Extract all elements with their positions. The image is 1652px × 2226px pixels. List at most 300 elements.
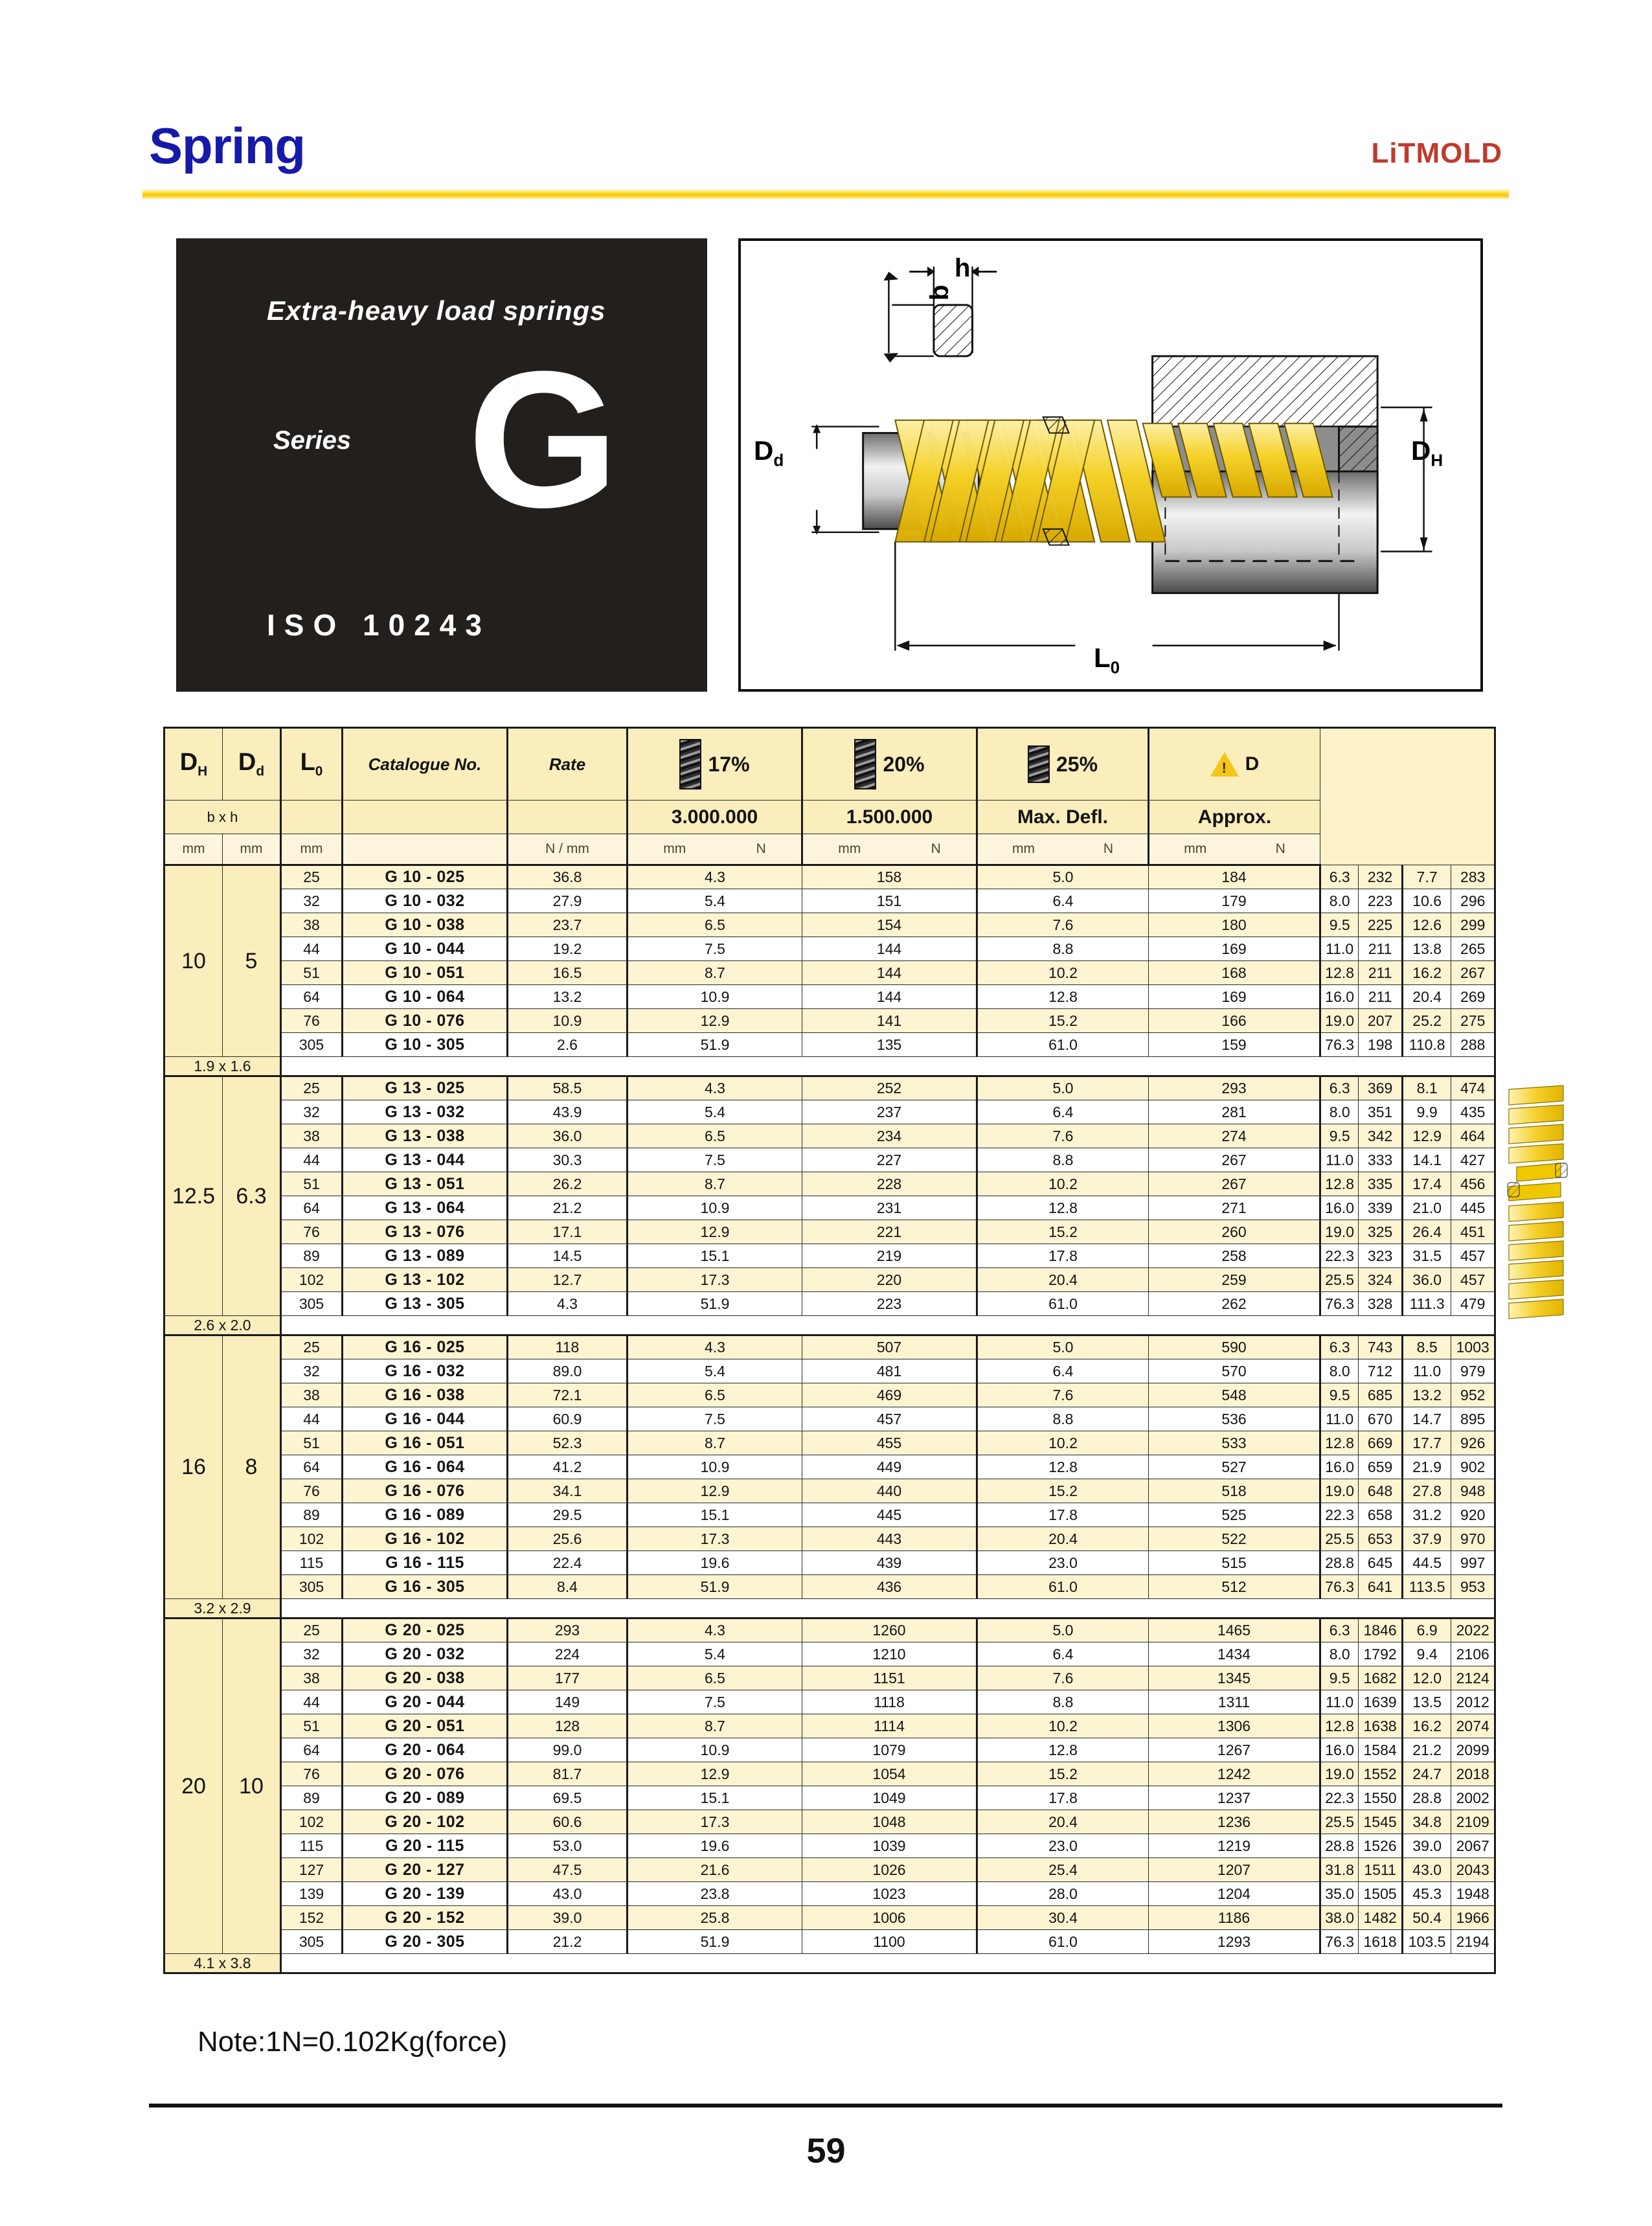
cell-25-mm: 35.0 [1320, 1882, 1359, 1906]
cell-25-n: 1846 [1359, 1618, 1403, 1642]
table-row [164, 1033, 1495, 1057]
cell-rate: 8.4 [508, 1575, 628, 1599]
cell-17-mm: 21.6 [628, 1858, 802, 1882]
cell-catalogue-no: G 13 - 051 [343, 1172, 508, 1196]
cell-l0: 32 [281, 1642, 343, 1666]
cell-17-n: 135 [802, 1033, 977, 1057]
cell-rate: 53.0 [508, 1834, 628, 1858]
cell-17-n: 1151 [802, 1666, 977, 1690]
cell-d-n: 2124 [1451, 1666, 1495, 1690]
cell-d-mm: 10.6 [1402, 889, 1451, 913]
cell-25-mm: 9.5 [1320, 1124, 1359, 1148]
cell-25-n: 658 [1359, 1503, 1403, 1527]
cell-25-mm: 11.0 [1320, 1148, 1359, 1172]
cell-d-mm: 12.0 [1402, 1666, 1451, 1690]
cell-25-mm: 22.3 [1320, 1503, 1359, 1527]
cell-l0: 152 [281, 1906, 343, 1930]
cell-17-n: 221 [802, 1220, 977, 1244]
group-bxh: 2.6 x 2.0 [164, 1316, 281, 1335]
cell-d-mm: 13.8 [1402, 937, 1451, 961]
cell-d-mm: 27.8 [1402, 1479, 1451, 1503]
cell-rate: 41.2 [508, 1455, 628, 1479]
cell-20-mm: 20.4 [977, 1527, 1149, 1551]
group-spacer [281, 1954, 1495, 1973]
cell-25-n: 669 [1359, 1431, 1403, 1455]
cell-25-mm: 11.0 [1320, 1690, 1359, 1714]
cell-catalogue-no: G 13 - 305 [343, 1292, 508, 1316]
cell-d-n: 427 [1451, 1148, 1495, 1172]
cell-catalogue-no: G 10 - 076 [343, 1009, 508, 1033]
cell-25-mm: 19.0 [1320, 1479, 1359, 1503]
cell-20-mm: 15.2 [977, 1220, 1149, 1244]
cell-17-mm: 8.7 [628, 1714, 802, 1738]
cell-rate: 293 [508, 1618, 628, 1642]
cell-l0: 127 [281, 1858, 343, 1882]
cell-17-n: 457 [802, 1407, 977, 1431]
cell-d-n: 2002 [1451, 1786, 1495, 1810]
cell-25-mm: 28.8 [1320, 1834, 1359, 1858]
cell-20-mm: 10.2 [977, 1431, 1149, 1455]
cell-17-n: 144 [802, 937, 977, 961]
cell-17-mm: 23.8 [628, 1882, 802, 1906]
cell-catalogue-no: G 10 - 051 [343, 961, 508, 985]
group-dh: 16 [164, 1335, 223, 1599]
cell-20-n: 168 [1149, 961, 1320, 985]
cell-l0: 102 [281, 1268, 343, 1292]
cell-rate: 29.5 [508, 1503, 628, 1527]
cell-17-mm: 6.5 [628, 913, 802, 937]
cell-20-mm: 7.6 [977, 1666, 1149, 1690]
cell-25-n: 369 [1359, 1076, 1403, 1100]
table-row [164, 1383, 1495, 1407]
cell-20-mm: 5.0 [977, 1335, 1149, 1359]
cell-rate: 58.5 [508, 1076, 628, 1100]
cell-20-n: 525 [1149, 1503, 1320, 1527]
cell-catalogue-no: G 16 - 089 [343, 1503, 508, 1527]
cell-25-mm: 25.5 [1320, 1268, 1359, 1292]
cell-catalogue-no: G 10 - 025 [343, 865, 508, 889]
cell-20-n: 159 [1149, 1033, 1320, 1057]
cell-17-n: 439 [802, 1551, 977, 1575]
cell-25-mm: 16.0 [1320, 1455, 1359, 1479]
cell-25-n: 1792 [1359, 1642, 1403, 1666]
cell-l0: 64 [281, 1196, 343, 1220]
cell-20-mm: 61.0 [977, 1292, 1149, 1316]
cell-17-n: 223 [802, 1292, 977, 1316]
cell-20-n: 267 [1149, 1172, 1320, 1196]
cell-l0: 64 [281, 1738, 343, 1762]
cell-l0: 32 [281, 1100, 343, 1124]
cell-rate: 47.5 [508, 1858, 628, 1882]
cell-20-n: 1219 [1149, 1834, 1320, 1858]
cell-20-n: 522 [1149, 1527, 1320, 1551]
group-bxh-row [164, 1057, 1495, 1076]
table-row [164, 1738, 1495, 1762]
unit-rate: N / mm [508, 834, 628, 865]
header-row-units [164, 834, 1495, 865]
cell-17-mm: 19.6 [628, 1551, 802, 1575]
group-bxh: 4.1 x 3.8 [164, 1954, 281, 1973]
cell-catalogue-no: G 10 - 038 [343, 913, 508, 937]
cell-17-n: 237 [802, 1100, 977, 1124]
cell-rate: 60.9 [508, 1407, 628, 1431]
header-row-symbols [164, 728, 1495, 801]
cell-rate: 72.1 [508, 1383, 628, 1407]
cell-25-n: 351 [1359, 1100, 1403, 1124]
cell-25-mm: 31.8 [1320, 1858, 1359, 1882]
cell-17-n: 220 [802, 1268, 977, 1292]
cell-d-n: 895 [1451, 1407, 1495, 1431]
spring-technical-diagram [738, 238, 1483, 692]
cell-20-n: 1306 [1149, 1714, 1320, 1738]
cell-20-mm: 61.0 [977, 1575, 1149, 1599]
table-header [164, 728, 1495, 865]
cell-catalogue-no: G 10 - 064 [343, 985, 508, 1009]
cell-d-mm: 16.2 [1402, 961, 1451, 985]
unit-l0: mm [281, 834, 343, 865]
cell-17-mm: 12.9 [628, 1762, 802, 1786]
cell-l0: 89 [281, 1244, 343, 1268]
cell-rate: 81.7 [508, 1762, 628, 1786]
cell-17-mm: 6.5 [628, 1383, 802, 1407]
table-row [164, 1762, 1495, 1786]
table-row [164, 1196, 1495, 1220]
cell-25-n: 1526 [1359, 1834, 1403, 1858]
page-header [149, 110, 1502, 227]
header-bxh: b x h [164, 801, 281, 834]
cell-20-mm: 30.4 [977, 1906, 1149, 1930]
cell-rate: 23.7 [508, 913, 628, 937]
cell-d-n: 457 [1451, 1268, 1495, 1292]
group-spacer [281, 1599, 1495, 1618]
cell-20-n: 536 [1149, 1407, 1320, 1431]
cell-catalogue-no: G 10 - 032 [343, 889, 508, 913]
cell-17-n: 141 [802, 1009, 977, 1033]
cell-d-n: 479 [1451, 1292, 1495, 1316]
cell-l0: 38 [281, 1383, 343, 1407]
cell-rate: 2.6 [508, 1033, 628, 1057]
cell-20-n: 1293 [1149, 1930, 1320, 1954]
cell-catalogue-no: G 16 - 032 [343, 1359, 508, 1383]
cell-d-mm: 39.0 [1402, 1834, 1451, 1858]
cell-catalogue-no: G 20 - 025 [343, 1618, 508, 1642]
table-row [164, 1076, 1495, 1100]
group-bxh: 1.9 x 1.6 [164, 1057, 281, 1076]
cell-20-mm: 17.8 [977, 1503, 1149, 1527]
cell-20-mm: 23.0 [977, 1551, 1149, 1575]
cell-l0: 305 [281, 1292, 343, 1316]
cell-17-mm: 5.4 [628, 1359, 802, 1383]
cell-catalogue-no: G 20 - 051 [343, 1714, 508, 1738]
cell-d-mm: 21.9 [1402, 1455, 1451, 1479]
cell-25-n: 1505 [1359, 1882, 1403, 1906]
table-row [164, 1858, 1495, 1882]
cell-20-mm: 6.4 [977, 1359, 1149, 1383]
table-row [164, 961, 1495, 985]
cell-20-n: 527 [1149, 1455, 1320, 1479]
cell-20-n: 1242 [1149, 1762, 1320, 1786]
cell-d-mm: 8.1 [1402, 1076, 1451, 1100]
cell-rate: 30.3 [508, 1148, 628, 1172]
series-label: Series [273, 426, 352, 455]
group-spacer [281, 1316, 1495, 1335]
cell-catalogue-no: G 16 - 305 [343, 1575, 508, 1599]
cell-rate: 69.5 [508, 1786, 628, 1810]
cell-25-n: 328 [1359, 1292, 1403, 1316]
cell-20-mm: 12.8 [977, 1455, 1149, 1479]
table-body [164, 865, 1495, 1973]
cell-25-n: 207 [1359, 1009, 1403, 1033]
cell-20-mm: 7.6 [977, 913, 1149, 937]
dimension-label-b: b [925, 284, 954, 301]
cell-20-n: 267 [1149, 1148, 1320, 1172]
cell-l0: 89 [281, 1786, 343, 1810]
cell-rate: 39.0 [508, 1906, 628, 1930]
cell-d-n: 269 [1451, 985, 1495, 1009]
cell-25-mm: 12.8 [1320, 1714, 1359, 1738]
cell-20-mm: 5.0 [977, 1618, 1149, 1642]
table-row [164, 1009, 1495, 1033]
cell-25-mm: 16.0 [1320, 1196, 1359, 1220]
cell-17-n: 219 [802, 1244, 977, 1268]
header-catalogue-sub [343, 801, 508, 834]
cell-17-n: 1054 [802, 1762, 977, 1786]
cell-d-n: 997 [1451, 1551, 1495, 1575]
cell-l0: 51 [281, 1431, 343, 1455]
cell-17-n: 158 [802, 865, 977, 889]
cell-20-n: 1207 [1149, 1858, 1320, 1882]
group-bxh: 3.2 x 2.9 [164, 1599, 281, 1618]
cell-25-mm: 76.3 [1320, 1575, 1359, 1599]
cell-20-n: 169 [1149, 937, 1320, 961]
footer-divider [149, 2104, 1502, 2107]
cell-d-n: 2043 [1451, 1858, 1495, 1882]
header-17-cycles: 3.000.000 [628, 801, 802, 834]
unit-d: mm N [1149, 834, 1320, 865]
cell-17-n: 1006 [802, 1906, 977, 1930]
cell-rate: 21.2 [508, 1930, 628, 1954]
cell-25-n: 712 [1359, 1359, 1403, 1383]
cell-d-n: 2012 [1451, 1690, 1495, 1714]
cell-20-n: 1267 [1149, 1738, 1320, 1762]
group-dh: 10 [164, 865, 223, 1057]
cell-rate: 99.0 [508, 1738, 628, 1762]
cell-l0: 76 [281, 1479, 343, 1503]
cell-catalogue-no: G 20 - 044 [343, 1690, 508, 1714]
cell-17-n: 1100 [802, 1930, 977, 1954]
cell-20-n: 548 [1149, 1383, 1320, 1407]
cell-20-n: 281 [1149, 1100, 1320, 1124]
dimension-label-dd: $D_d$ [754, 435, 784, 470]
table-row [164, 937, 1495, 961]
cell-rate: 12.7 [508, 1268, 628, 1292]
cell-rate: 10.9 [508, 1009, 628, 1033]
cell-rate: 14.5 [508, 1244, 628, 1268]
header-dh: $D_H$ [164, 728, 223, 801]
cell-17-n: 1023 [802, 1882, 977, 1906]
cell-17-n: 1026 [802, 1858, 977, 1882]
cell-20-n: 259 [1149, 1268, 1320, 1292]
cell-25-mm: 6.3 [1320, 1618, 1359, 1642]
cell-rate: 25.6 [508, 1527, 628, 1551]
cell-d-n: 2109 [1451, 1810, 1495, 1834]
cell-17-mm: 4.3 [628, 1618, 802, 1642]
cell-d-n: 299 [1451, 913, 1495, 937]
cell-l0: 76 [281, 1009, 343, 1033]
cell-17-n: 481 [802, 1359, 977, 1383]
cell-20-mm: 6.4 [977, 1642, 1149, 1666]
cell-d-n: 2067 [1451, 1834, 1495, 1858]
cell-catalogue-no: G 13 - 044 [343, 1148, 508, 1172]
cell-17-mm: 51.9 [628, 1292, 802, 1316]
cell-20-n: 1237 [1149, 1786, 1320, 1810]
cell-catalogue-no: G 13 - 064 [343, 1196, 508, 1220]
cell-17-mm: 17.3 [628, 1527, 802, 1551]
header-20-cycles: 1.500.000 [802, 801, 977, 834]
cell-20-n: 1311 [1149, 1690, 1320, 1714]
table-row [164, 1431, 1495, 1455]
cell-20-n: 512 [1149, 1575, 1320, 1599]
cell-17-n: 469 [802, 1383, 977, 1407]
cell-d-mm: 50.4 [1402, 1906, 1451, 1930]
cell-20-n: 1434 [1149, 1642, 1320, 1666]
header-rate-sub [508, 801, 628, 834]
cell-20-mm: 12.8 [977, 1738, 1149, 1762]
cell-25-mm: 22.3 [1320, 1786, 1359, 1810]
cell-17-mm: 17.3 [628, 1268, 802, 1292]
cell-d-mm: 14.1 [1402, 1148, 1451, 1172]
cell-20-mm: 8.8 [977, 1407, 1149, 1431]
cell-17-mm: 17.3 [628, 1810, 802, 1834]
cell-catalogue-no: G 16 - 076 [343, 1479, 508, 1503]
cell-25-n: 323 [1359, 1244, 1403, 1268]
cell-25-mm: 22.3 [1320, 1244, 1359, 1268]
cell-d-mm: 11.0 [1402, 1359, 1451, 1383]
cell-catalogue-no: G 16 - 115 [343, 1551, 508, 1575]
table-row [164, 865, 1495, 889]
cell-catalogue-no: G 20 - 139 [343, 1882, 508, 1906]
cell-l0: 44 [281, 1148, 343, 1172]
cell-20-mm: 7.6 [977, 1124, 1149, 1148]
cell-20-mm: 6.4 [977, 889, 1149, 913]
unit-20: mm N [802, 834, 977, 865]
cell-17-n: 1049 [802, 1786, 977, 1810]
cell-d-n: 902 [1451, 1455, 1495, 1479]
cell-20-mm: 8.8 [977, 1690, 1149, 1714]
cell-20-mm: 61.0 [977, 1930, 1149, 1954]
cell-d-n: 2018 [1451, 1762, 1495, 1786]
cell-d-mm: 7.7 [1402, 865, 1451, 889]
cell-25-n: 1550 [1359, 1786, 1403, 1810]
cell-17-n: 440 [802, 1479, 977, 1503]
cell-17-mm: 5.4 [628, 1642, 802, 1666]
cell-d-n: 267 [1451, 961, 1495, 985]
cell-catalogue-no: G 10 - 305 [343, 1033, 508, 1057]
cell-20-n: 570 [1149, 1359, 1320, 1383]
cell-catalogue-no: G 13 - 032 [343, 1100, 508, 1124]
cell-rate: 52.3 [508, 1431, 628, 1455]
cell-catalogue-no: G 13 - 076 [343, 1220, 508, 1244]
cell-25-mm: 19.0 [1320, 1009, 1359, 1033]
cell-20-n: 1236 [1149, 1810, 1320, 1834]
cell-d-mm: 9.9 [1402, 1100, 1451, 1124]
group-dd: 6.3 [223, 1076, 281, 1316]
table-row [164, 1906, 1495, 1930]
cell-17-mm: 7.5 [628, 937, 802, 961]
cell-d-n: 953 [1451, 1575, 1495, 1599]
cell-catalogue-no: G 20 - 305 [343, 1930, 508, 1954]
cell-17-mm: 5.4 [628, 1100, 802, 1124]
cell-17-n: 144 [802, 961, 977, 985]
cell-20-n: 515 [1149, 1551, 1320, 1575]
cell-l0: 38 [281, 1666, 343, 1690]
cell-d-n: 2194 [1451, 1930, 1495, 1954]
cell-25-n: 648 [1359, 1479, 1403, 1503]
cell-catalogue-no: G 10 - 044 [343, 937, 508, 961]
cell-d-n: 265 [1451, 937, 1495, 961]
cell-20-n: 271 [1149, 1196, 1320, 1220]
header-d-approx-label: Approx. [1149, 801, 1320, 834]
cell-l0: 51 [281, 961, 343, 985]
cell-17-n: 445 [802, 1503, 977, 1527]
cell-25-n: 1584 [1359, 1738, 1403, 1762]
cell-rate: 60.6 [508, 1810, 628, 1834]
cell-d-mm: 17.4 [1402, 1172, 1451, 1196]
cell-17-n: 231 [802, 1196, 977, 1220]
cell-d-mm: 17.7 [1402, 1431, 1451, 1455]
group-bxh-row [164, 1316, 1495, 1335]
cell-20-mm: 15.2 [977, 1479, 1149, 1503]
cell-25-mm: 16.0 [1320, 985, 1359, 1009]
cell-d-mm: 111.3 [1402, 1292, 1451, 1316]
cell-l0: 89 [281, 1503, 343, 1527]
cell-d-n: 288 [1451, 1033, 1495, 1057]
cell-25-n: 1638 [1359, 1714, 1403, 1738]
unit-catalogue [343, 834, 508, 865]
cell-25-mm: 76.3 [1320, 1292, 1359, 1316]
cell-25-n: 211 [1359, 937, 1403, 961]
cell-25-mm: 11.0 [1320, 1407, 1359, 1431]
cell-20-n: 1204 [1149, 1882, 1320, 1906]
cell-25-mm: 16.0 [1320, 1738, 1359, 1762]
cell-catalogue-no: G 20 - 102 [343, 1810, 508, 1834]
cell-d-mm: 34.8 [1402, 1810, 1451, 1834]
cell-25-mm: 76.3 [1320, 1930, 1359, 1954]
table-row [164, 1244, 1495, 1268]
cell-d-mm: 36.0 [1402, 1268, 1451, 1292]
cell-l0: 32 [281, 889, 343, 913]
cell-20-n: 166 [1149, 1009, 1320, 1033]
cell-25-n: 1511 [1359, 1858, 1403, 1882]
cell-25-mm: 25.5 [1320, 1810, 1359, 1834]
cell-17-mm: 7.5 [628, 1690, 802, 1714]
side-spring-illustration [1501, 1080, 1585, 1333]
cell-catalogue-no: G 16 - 102 [343, 1527, 508, 1551]
cell-rate: 34.1 [508, 1479, 628, 1503]
cell-20-n: 169 [1149, 985, 1320, 1009]
cell-rate: 224 [508, 1642, 628, 1666]
header-25pct: 25% [977, 728, 1149, 801]
cell-17-mm: 12.9 [628, 1009, 802, 1033]
warning-triangle-icon [1210, 752, 1239, 777]
cell-17-n: 449 [802, 1455, 977, 1479]
table-row [164, 1335, 1495, 1359]
cell-20-n: 179 [1149, 889, 1320, 913]
cell-25-n: 339 [1359, 1196, 1403, 1220]
cell-d-mm: 16.2 [1402, 1714, 1451, 1738]
cell-17-mm: 6.5 [628, 1124, 802, 1148]
cell-rate: 149 [508, 1690, 628, 1714]
